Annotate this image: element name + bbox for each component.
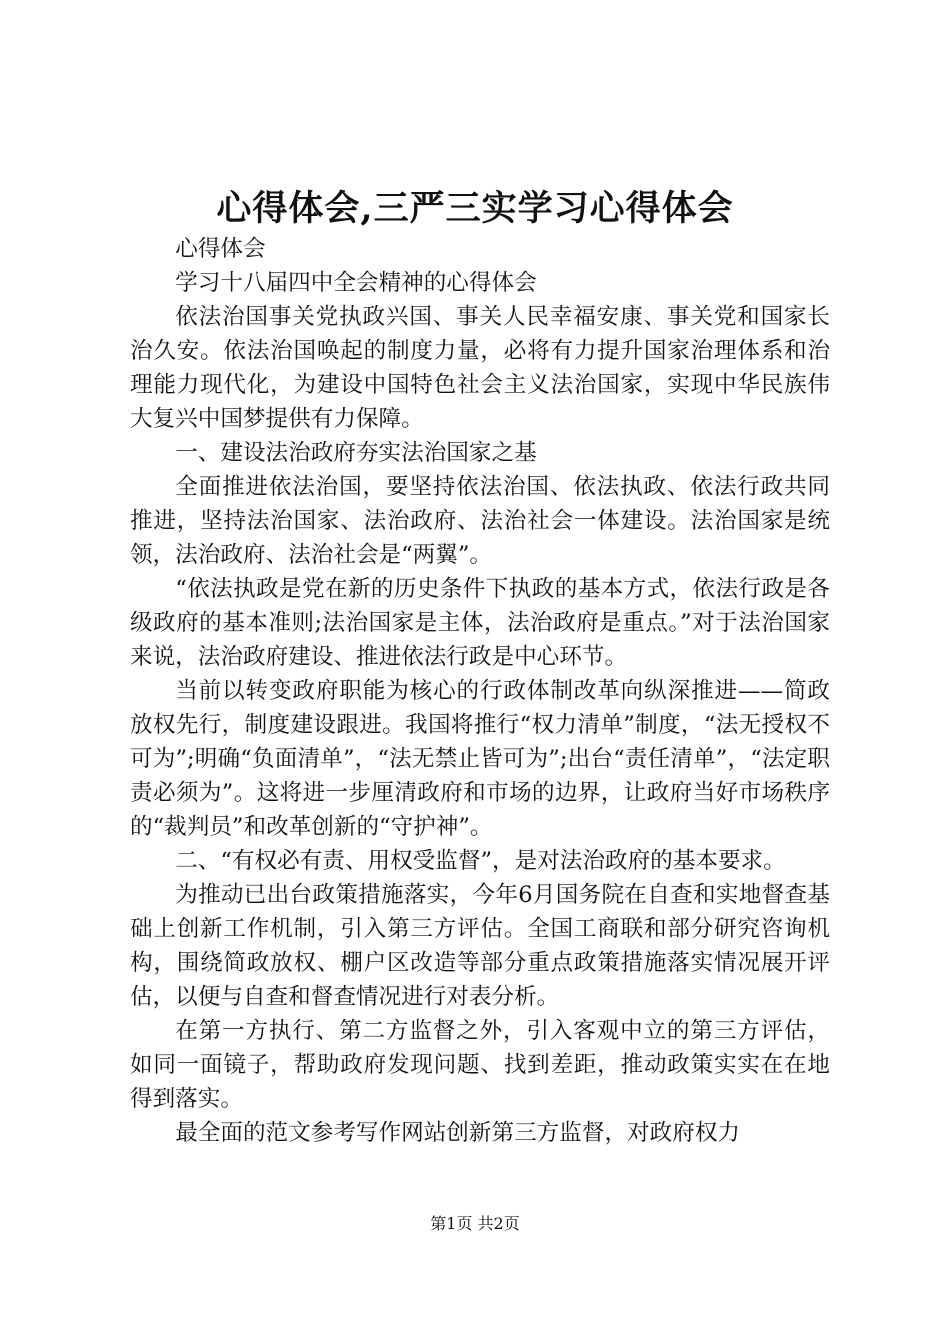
paragraph: 全面推进依法治国，要坚持依法治国、依法执政、依法行政共同推进，坚持法治国家、法治政府、法治社会一体建设。法治国家是统领，法治政府、法治社会是“两翼”。 — [130, 474, 830, 568]
paragraph: 为推动已出台政策措施落实，今年6月国务院在自查和实地督查基础上创新工作机制，引入第三方评估。全国工商联和部分研究咨询机构，围绕简政放权、棚户区改造等部分重点政策措施落实情况展开评估，以便与自查和督查情况进行对表分析。 — [130, 882, 830, 1010]
paragraph: 最全面的范文参考写作网站创新第三方监督，对政府权力 — [175, 1120, 741, 1146]
paragraph: “依法执政是党在新的历史条件下执政的基本方式，依法行政是各级政府的基本准则;法治国家是主体，法治政府是重点。”对于法治国家来说，法治政府建设、推进依法行政是中心环节。 — [130, 576, 830, 670]
document-body — [130, 232, 830, 1150]
page-number-footer: 第1页 共2页 — [430, 1214, 520, 1233]
paragraph: 学习十八届四中全会精神的心得体会 — [175, 270, 537, 296]
section-heading: 二、“有权必有责、用权受监督”，是对法治政府的基本要求。 — [175, 848, 786, 874]
paragraph: 心得体会 — [175, 236, 266, 262]
paragraph: 依法治国事关党执政兴国、事关人民幸福安康、事关党和国家长治久安。依法治国唤起的制度力量，必将有力提升国家治理体系和治理能力现代化，为建设中国特色社会主义法治国家，实现中华民族伟大复兴中国梦提供有力保障。 — [130, 304, 830, 432]
section-heading: 一、建设法治政府夯实法治国家之基 — [175, 440, 537, 466]
document-title: 心得体会,三严三实学习心得体会 — [216, 188, 734, 229]
paragraph: 当前以转变政府职能为核心的行政体制改革向纵深推进——简政放权先行，制度建设跟进。我国将推行“权力清单”制度，“法无授权不可为”;明确“负面清单”，“法无禁止皆可为”;出台“责任清单”，“法定职责必须为”。这将进一步厘清政府和市场的边界，让政府当好市场秩序的“裁判员”和改革创新的“守护神”。 — [130, 678, 830, 840]
paragraph: 在第一方执行、第二方监督之外，引入客观中立的第三方评估，如同一面镜子，帮助政府发现问题、找到差距，推动政策实实在在地得到落实。 — [130, 1018, 830, 1112]
